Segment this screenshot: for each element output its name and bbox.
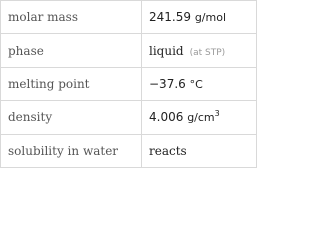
property-value <box>142 134 257 167</box>
property-label: phase <box>1 34 142 67</box>
unit-superscript: 3 <box>214 109 220 119</box>
table-row <box>1 34 257 67</box>
value-unit: g/cm <box>187 111 215 125</box>
value-text: reacts <box>149 143 187 158</box>
property-label: molar mass <box>1 1 142 34</box>
property-value <box>142 34 257 67</box>
property-value <box>142 1 257 34</box>
table-row <box>1 67 257 100</box>
value-number: 4.006 <box>149 110 184 125</box>
property-label: melting point <box>1 67 142 100</box>
value-unit: g/mol <box>194 11 227 25</box>
value-text: liquid <box>149 43 184 58</box>
value-number: −37.6 <box>149 76 186 91</box>
property-label: solubility in water <box>1 134 142 167</box>
table-row <box>1 1 257 34</box>
value-unit: °C <box>189 77 203 91</box>
table-row <box>1 101 257 134</box>
property-value <box>142 101 257 134</box>
value-note: (at STP) <box>189 47 226 58</box>
table-row <box>1 134 257 167</box>
property-value <box>142 67 257 100</box>
property-label: density <box>1 101 142 134</box>
value-number: 241.59 <box>149 10 191 25</box>
